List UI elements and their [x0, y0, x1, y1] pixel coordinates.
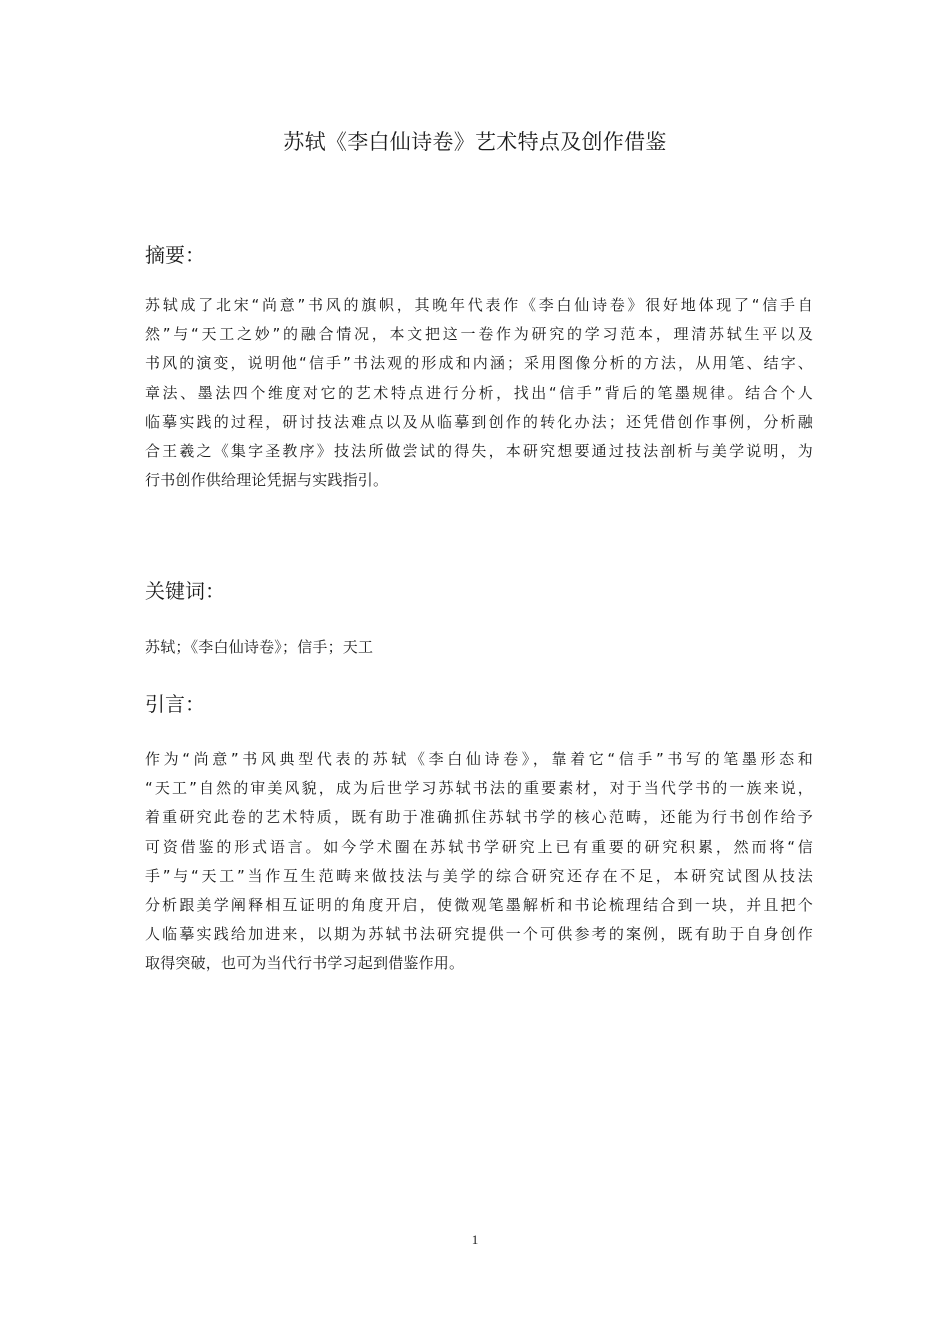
- introduction-line: 作为“尚意”书风典型代表的苏轼《李白仙诗卷》，靠着它“信手”书写的笔墨形态和: [145, 750, 813, 768]
- introduction-paragraph: [145, 745, 813, 979]
- keywords-heading: 关键词：: [145, 579, 225, 603]
- abstract-line: 苏轼成了北宋“尚意”书风的旗帜，其晚年代表作《李白仙诗卷》很好地体现了“信手自: [145, 296, 813, 314]
- introduction-line: “天工”自然的审美风貌，成为后世学习苏轼书法的重要素材，对于当代学书的一族来说，: [145, 779, 813, 798]
- introduction-line: 人临摹实践给加进来，以期为苏轼书法研究提供一个可供参考的案例，既有助于自身创作: [145, 925, 813, 944]
- abstract-line: 临摹实践的过程，研讨技法难点以及从临摹到创作的转化办法；还凭借创作事例，分析融: [145, 412, 813, 431]
- introduction-line: 取得突破，也可为当代行书学习起到借鉴作用。: [145, 954, 465, 973]
- abstract-line: 合王羲之《集字圣教序》技法所做尝试的得失，本研究想要通过技法剖析与美学说明，为: [145, 442, 813, 461]
- introduction-heading: 引言：: [145, 692, 205, 716]
- abstract-line: 行书创作供给理论凭据与实践指引。: [145, 471, 389, 490]
- page-number: 1: [471, 1232, 479, 1247]
- introduction-line: 可资借鉴的形式语言。如今学术圈在苏轼书学研究上已有重要的研究积累，然而将“信: [145, 837, 813, 856]
- introduction-line: 着重研究此卷的艺术特质，既有助于准确抓住苏轼书学的核心范畴，还能为行书创作给予: [145, 808, 813, 827]
- introduction-line: 手”与“天工”当作互生范畴来做技法与美学的综合研究还存在不足，本研究试图从技法: [145, 866, 813, 885]
- abstract-line: 书风的演变，说明他“信手”书法观的形成和内涵；采用图像分析的方法，从用笔、结字、: [145, 354, 813, 373]
- abstract-line: 然”与“天工之妙”的融合情况，本文把这一卷作为研究的学习范本，理清苏轼生平以及: [145, 325, 813, 344]
- keywords-text: 苏轼；《李白仙诗卷》；信手；天工: [145, 638, 374, 656]
- introduction-line: 分析跟美学阐释相互证明的角度开启，使微观笔墨解析和书论梳理结合到一块，并且把个: [145, 896, 813, 915]
- abstract-heading: 摘要：: [145, 243, 205, 267]
- abstract-line: 章法、墨法四个维度对它的艺术特点进行分析，找出“信手”背后的笔墨规律。结合个人: [145, 383, 813, 402]
- document-title: 苏轼《李白仙诗卷》艺术特点及创作借鉴: [283, 130, 667, 154]
- abstract-paragraph: [145, 291, 813, 495]
